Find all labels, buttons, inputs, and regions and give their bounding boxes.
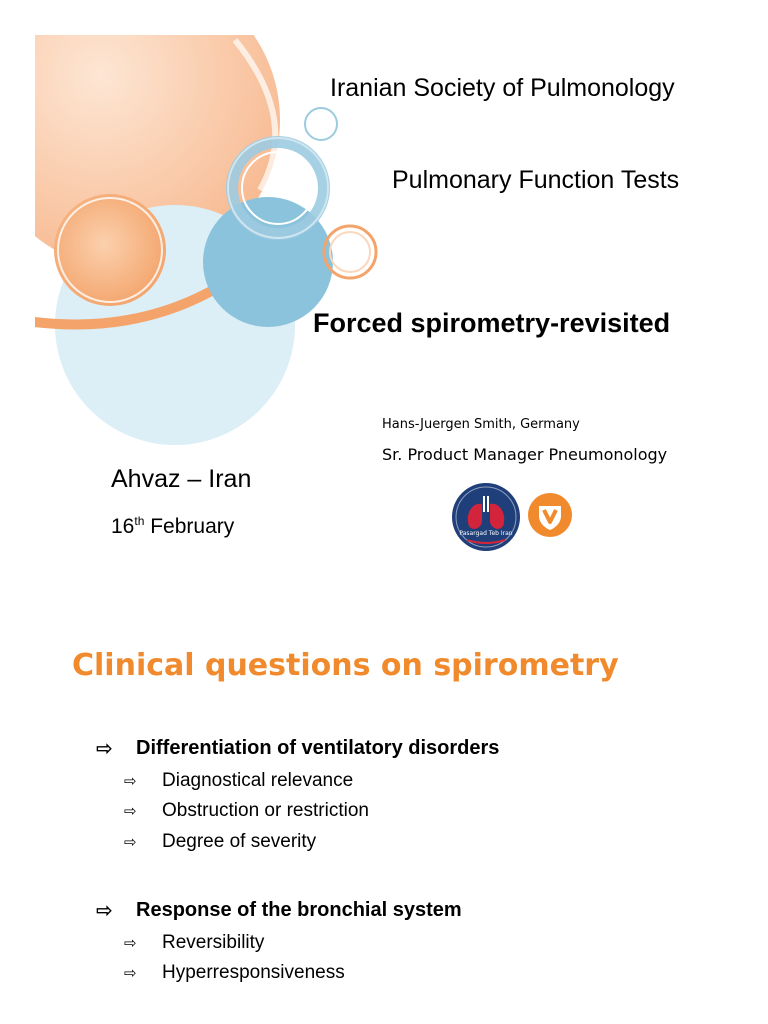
event-location: Ahvaz – Iran (111, 465, 252, 493)
date-day: 16 (111, 515, 135, 538)
bullet-item-text: Degree of severity (162, 831, 317, 852)
bullet-item-text: Obstruction or restriction (162, 800, 369, 821)
author-role: Sr. Product Manager Pneumonology (382, 445, 668, 464)
bullet-item (124, 932, 264, 954)
arrow-bullet-icon: ⇨ (96, 736, 113, 760)
bullet-heading-text: Response of the bronchial system (136, 898, 462, 921)
small-orange-circle (54, 194, 166, 306)
author-name: Hans-Juergen Smith, Germany (382, 417, 580, 432)
date-suffix: th (134, 514, 145, 528)
content-slide (0, 620, 768, 1024)
arrow-bullet-icon: ⇨ (124, 772, 137, 790)
slide-heading: Clinical questions on spirometry (72, 648, 619, 683)
arrow-bullet-icon: ⇨ (124, 833, 137, 851)
arrow-bullet-icon: ⇨ (124, 802, 137, 820)
carefusion-logo (527, 492, 579, 538)
pasargad-logo (451, 482, 521, 552)
bullet-item (124, 800, 369, 822)
bullet-item-text: Diagnostical relevance (162, 770, 354, 791)
presentation-subtitle: Pulmonary Function Tests (392, 166, 680, 194)
bullet-heading-1 (96, 736, 499, 760)
carefusion-emblem-icon (527, 492, 573, 538)
bullet-heading-2 (96, 898, 462, 922)
presentation-title: Forced spirometry-revisited (313, 308, 671, 338)
bullet-item (124, 770, 353, 792)
bullet-item (124, 962, 345, 984)
arrow-bullet-icon: ⇨ (124, 934, 137, 952)
bullet-heading-text: Differentiation of ventilatory disorders (136, 736, 500, 759)
bullet-item (124, 831, 316, 853)
arrow-bullet-icon: ⇨ (96, 898, 113, 922)
bullet-item-text: Hyperresponsiveness (162, 962, 345, 983)
bullet-item-text: Reversibility (162, 932, 265, 953)
svg-text:Pasargad Teb Iran: Pasargad Teb Iran (459, 530, 513, 537)
society-name: Iranian Society of Pulmonology (330, 74, 675, 102)
arrow-bullet-icon: ⇨ (124, 964, 137, 982)
event-date (111, 514, 234, 539)
date-month: February (144, 515, 235, 538)
